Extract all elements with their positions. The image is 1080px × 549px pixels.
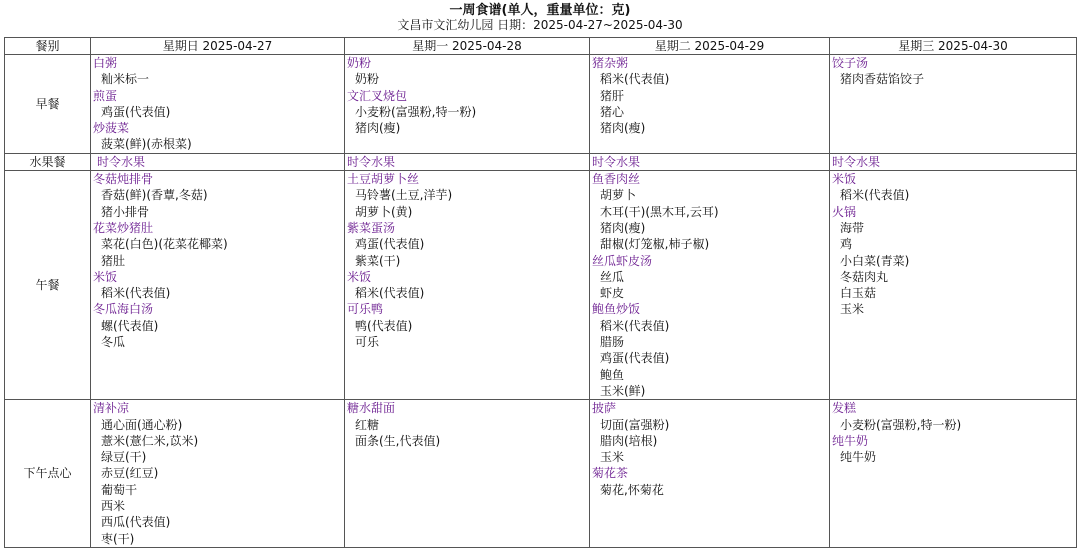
dish-name: 纯牛奶 <box>832 433 869 448</box>
ingredient-item: 籼米标一 <box>101 72 150 87</box>
ingredient-item: 鸡蛋(代表值) <box>600 351 670 366</box>
menu-table <box>4 37 1077 548</box>
ingredient-item: 可乐 <box>355 335 380 350</box>
dish-name: 花菜炒猪肚 <box>93 220 154 235</box>
ingredient-item: 面条(生,代表值) <box>355 433 441 448</box>
ingredient-item: 奶粉 <box>355 72 380 87</box>
dish-name: 猪杂粥 <box>592 56 629 70</box>
column-header-day: 星期二 2025-04-29 <box>590 38 830 55</box>
dish-name: 丝瓜虾皮汤 <box>592 253 653 268</box>
dish-name: 糖水甜面 <box>347 401 396 416</box>
ingredient-item: 玉米 <box>600 450 625 465</box>
ingredient-item: 胡萝卜(黄) <box>355 204 413 219</box>
ingredient-item: 绿豆(干) <box>101 450 147 465</box>
ingredient-item: 玉米 <box>840 302 865 317</box>
dish-name: 发糕 <box>832 401 857 416</box>
page-title: 一周食谱(单人，重量单位：克) <box>449 3 631 18</box>
dish-name: 冬瓜海白汤 <box>93 302 154 317</box>
meal-label-fruit: 水果餐 <box>5 153 91 170</box>
ingredient-item: 白玉菇 <box>840 286 877 301</box>
ingredient-item: 切面(富强粉) <box>600 417 670 432</box>
ingredient-item: 猪肉(瘦) <box>600 220 646 235</box>
ingredient-item: 稻米(代表值) <box>840 188 910 203</box>
ingredient-item: 葡萄干 <box>101 482 138 497</box>
dish-name: 冬菇炖排骨 <box>93 172 154 187</box>
ingredient-item: 通心面(通心粉) <box>101 417 183 432</box>
ingredient-item: 木耳(干)(黑木耳,云耳) <box>600 204 719 219</box>
menu-cell <box>830 400 1077 548</box>
menu-cell <box>345 153 590 170</box>
ingredient-item: 小麦粉(富强粉,特一粉) <box>355 104 477 119</box>
ingredient-item: 纯牛奶 <box>840 450 877 465</box>
ingredient-item: 马铃薯(土豆,洋芋) <box>355 188 453 203</box>
menu-cell <box>590 153 830 170</box>
page-header <box>0 0 1080 32</box>
menu-cell <box>590 400 830 548</box>
ingredient-item: 枣(干) <box>101 531 135 546</box>
menu-cell <box>590 55 830 154</box>
dish-name: 奶粉 <box>347 56 372 70</box>
ingredient-item: 猪肚 <box>101 253 126 268</box>
ingredient-item: 菊花,怀菊花 <box>600 482 664 497</box>
ingredient-item: 猪肉香菇馅饺子 <box>840 72 925 87</box>
ingredient-item: 冬菇肉丸 <box>840 269 889 284</box>
table-row-breakfast <box>5 55 1077 154</box>
dish-name: 米饭 <box>832 172 857 187</box>
menu-cell <box>345 400 590 548</box>
table-header-row <box>5 38 1077 55</box>
ingredient-item: 虾皮 <box>600 286 625 301</box>
menu-cell <box>830 55 1077 154</box>
dish-name: 煎蛋 <box>93 88 118 103</box>
dish-name: 米饭 <box>347 269 372 284</box>
dish-name: 土豆胡萝卜丝 <box>347 172 420 187</box>
menu-cell <box>91 400 345 548</box>
meal-label-lunch: 午餐 <box>5 171 91 400</box>
dish-name: 清补凉 <box>93 401 130 416</box>
column-header-day: 星期三 2025-04-30 <box>830 38 1077 55</box>
fruit-item: 时令水果 <box>832 154 881 169</box>
ingredient-item: 猪肉(瘦) <box>600 121 646 136</box>
ingredient-item: 西瓜(代表值) <box>101 515 171 530</box>
ingredient-item: 海带 <box>840 220 865 235</box>
column-header-meal: 餐别 <box>5 38 91 55</box>
column-header-day: 星期日 2025-04-27 <box>91 38 345 55</box>
ingredient-item: 薏米(薏仁米,苡米) <box>101 433 199 448</box>
menu-cell <box>830 153 1077 170</box>
ingredient-item: 螺(代表值) <box>101 318 159 333</box>
menu-cell <box>91 153 345 170</box>
dish-name: 鱼香肉丝 <box>592 172 641 187</box>
fruit-item: 时令水果 <box>592 154 641 169</box>
dish-name: 文汇叉烧包 <box>347 88 408 103</box>
menu-cell <box>590 171 830 400</box>
menu-cell <box>91 55 345 154</box>
dish-name: 炒菠菜 <box>93 121 130 136</box>
ingredient-item: 猪肝 <box>600 88 625 103</box>
page-subtitle: 文昌市文汇幼儿园 日期：2025-04-27~2025-04-30 <box>397 18 683 32</box>
ingredient-item: 菜花(白色)(花菜花椰菜) <box>101 237 228 252</box>
ingredient-item: 小白菜(青菜) <box>840 253 910 268</box>
dish-name: 可乐鸭 <box>347 302 384 317</box>
ingredient-item: 猪小排骨 <box>101 204 150 219</box>
fruit-item: 时令水果 <box>97 154 146 169</box>
ingredient-item: 赤豆(红豆) <box>101 466 159 481</box>
table-row-lunch <box>5 171 1077 400</box>
menu-cell <box>830 171 1077 400</box>
ingredient-item: 红糖 <box>355 417 380 432</box>
menu-cell <box>345 171 590 400</box>
ingredient-item: 稻米(代表值) <box>600 72 670 87</box>
column-header-day: 星期一 2025-04-28 <box>345 38 590 55</box>
ingredient-item: 腊肉(培根) <box>600 433 658 448</box>
ingredient-item: 丝瓜 <box>600 269 625 284</box>
dish-name: 紫菜蛋汤 <box>347 220 396 235</box>
menu-cell <box>345 55 590 154</box>
meal-label-snack: 下午点心 <box>5 400 91 548</box>
ingredient-item: 鸡蛋(代表值) <box>101 104 171 119</box>
dish-name: 菊花茶 <box>592 466 629 481</box>
ingredient-item: 稻米(代表值) <box>101 286 171 301</box>
dish-name: 火锅 <box>832 204 857 219</box>
ingredient-item: 胡萝卜 <box>600 188 637 203</box>
menu-cell <box>91 171 345 400</box>
dish-name: 鲍鱼炒饭 <box>592 302 641 317</box>
dish-name: 白粥 <box>93 56 118 70</box>
ingredient-item: 玉米(鲜) <box>600 383 646 398</box>
ingredient-item: 稻米(代表值) <box>355 286 425 301</box>
ingredient-item: 猪心 <box>600 104 625 119</box>
ingredient-item: 西米 <box>101 499 126 514</box>
dish-name: 饺子汤 <box>832 56 869 70</box>
ingredient-item: 小麦粉(富强粉,特一粉) <box>840 417 962 432</box>
ingredient-item: 鸡 <box>840 237 853 252</box>
ingredient-item: 稻米(代表值) <box>600 318 670 333</box>
ingredient-item: 腊肠 <box>600 335 625 350</box>
table-row-fruit <box>5 153 1077 170</box>
ingredient-item: 冬瓜 <box>101 335 126 350</box>
dish-name: 披萨 <box>592 401 617 416</box>
ingredient-item: 鸭(代表值) <box>355 318 413 333</box>
ingredient-item: 猪肉(瘦) <box>355 121 401 136</box>
dish-name: 米饭 <box>93 269 118 284</box>
ingredient-item: 菠菜(鲜)(赤根菜) <box>101 137 192 152</box>
meal-label-breakfast: 早餐 <box>5 55 91 154</box>
ingredient-item: 香菇(鲜)(香蕈,冬菇) <box>101 188 208 203</box>
ingredient-item: 鸡蛋(代表值) <box>355 237 425 252</box>
ingredient-item: 鲍鱼 <box>600 367 625 382</box>
fruit-item: 时令水果 <box>347 154 396 169</box>
ingredient-item: 甜椒(灯笼椒,柿子椒) <box>600 237 710 252</box>
table-row-snack <box>5 400 1077 548</box>
ingredient-item: 紫菜(干) <box>355 253 401 268</box>
